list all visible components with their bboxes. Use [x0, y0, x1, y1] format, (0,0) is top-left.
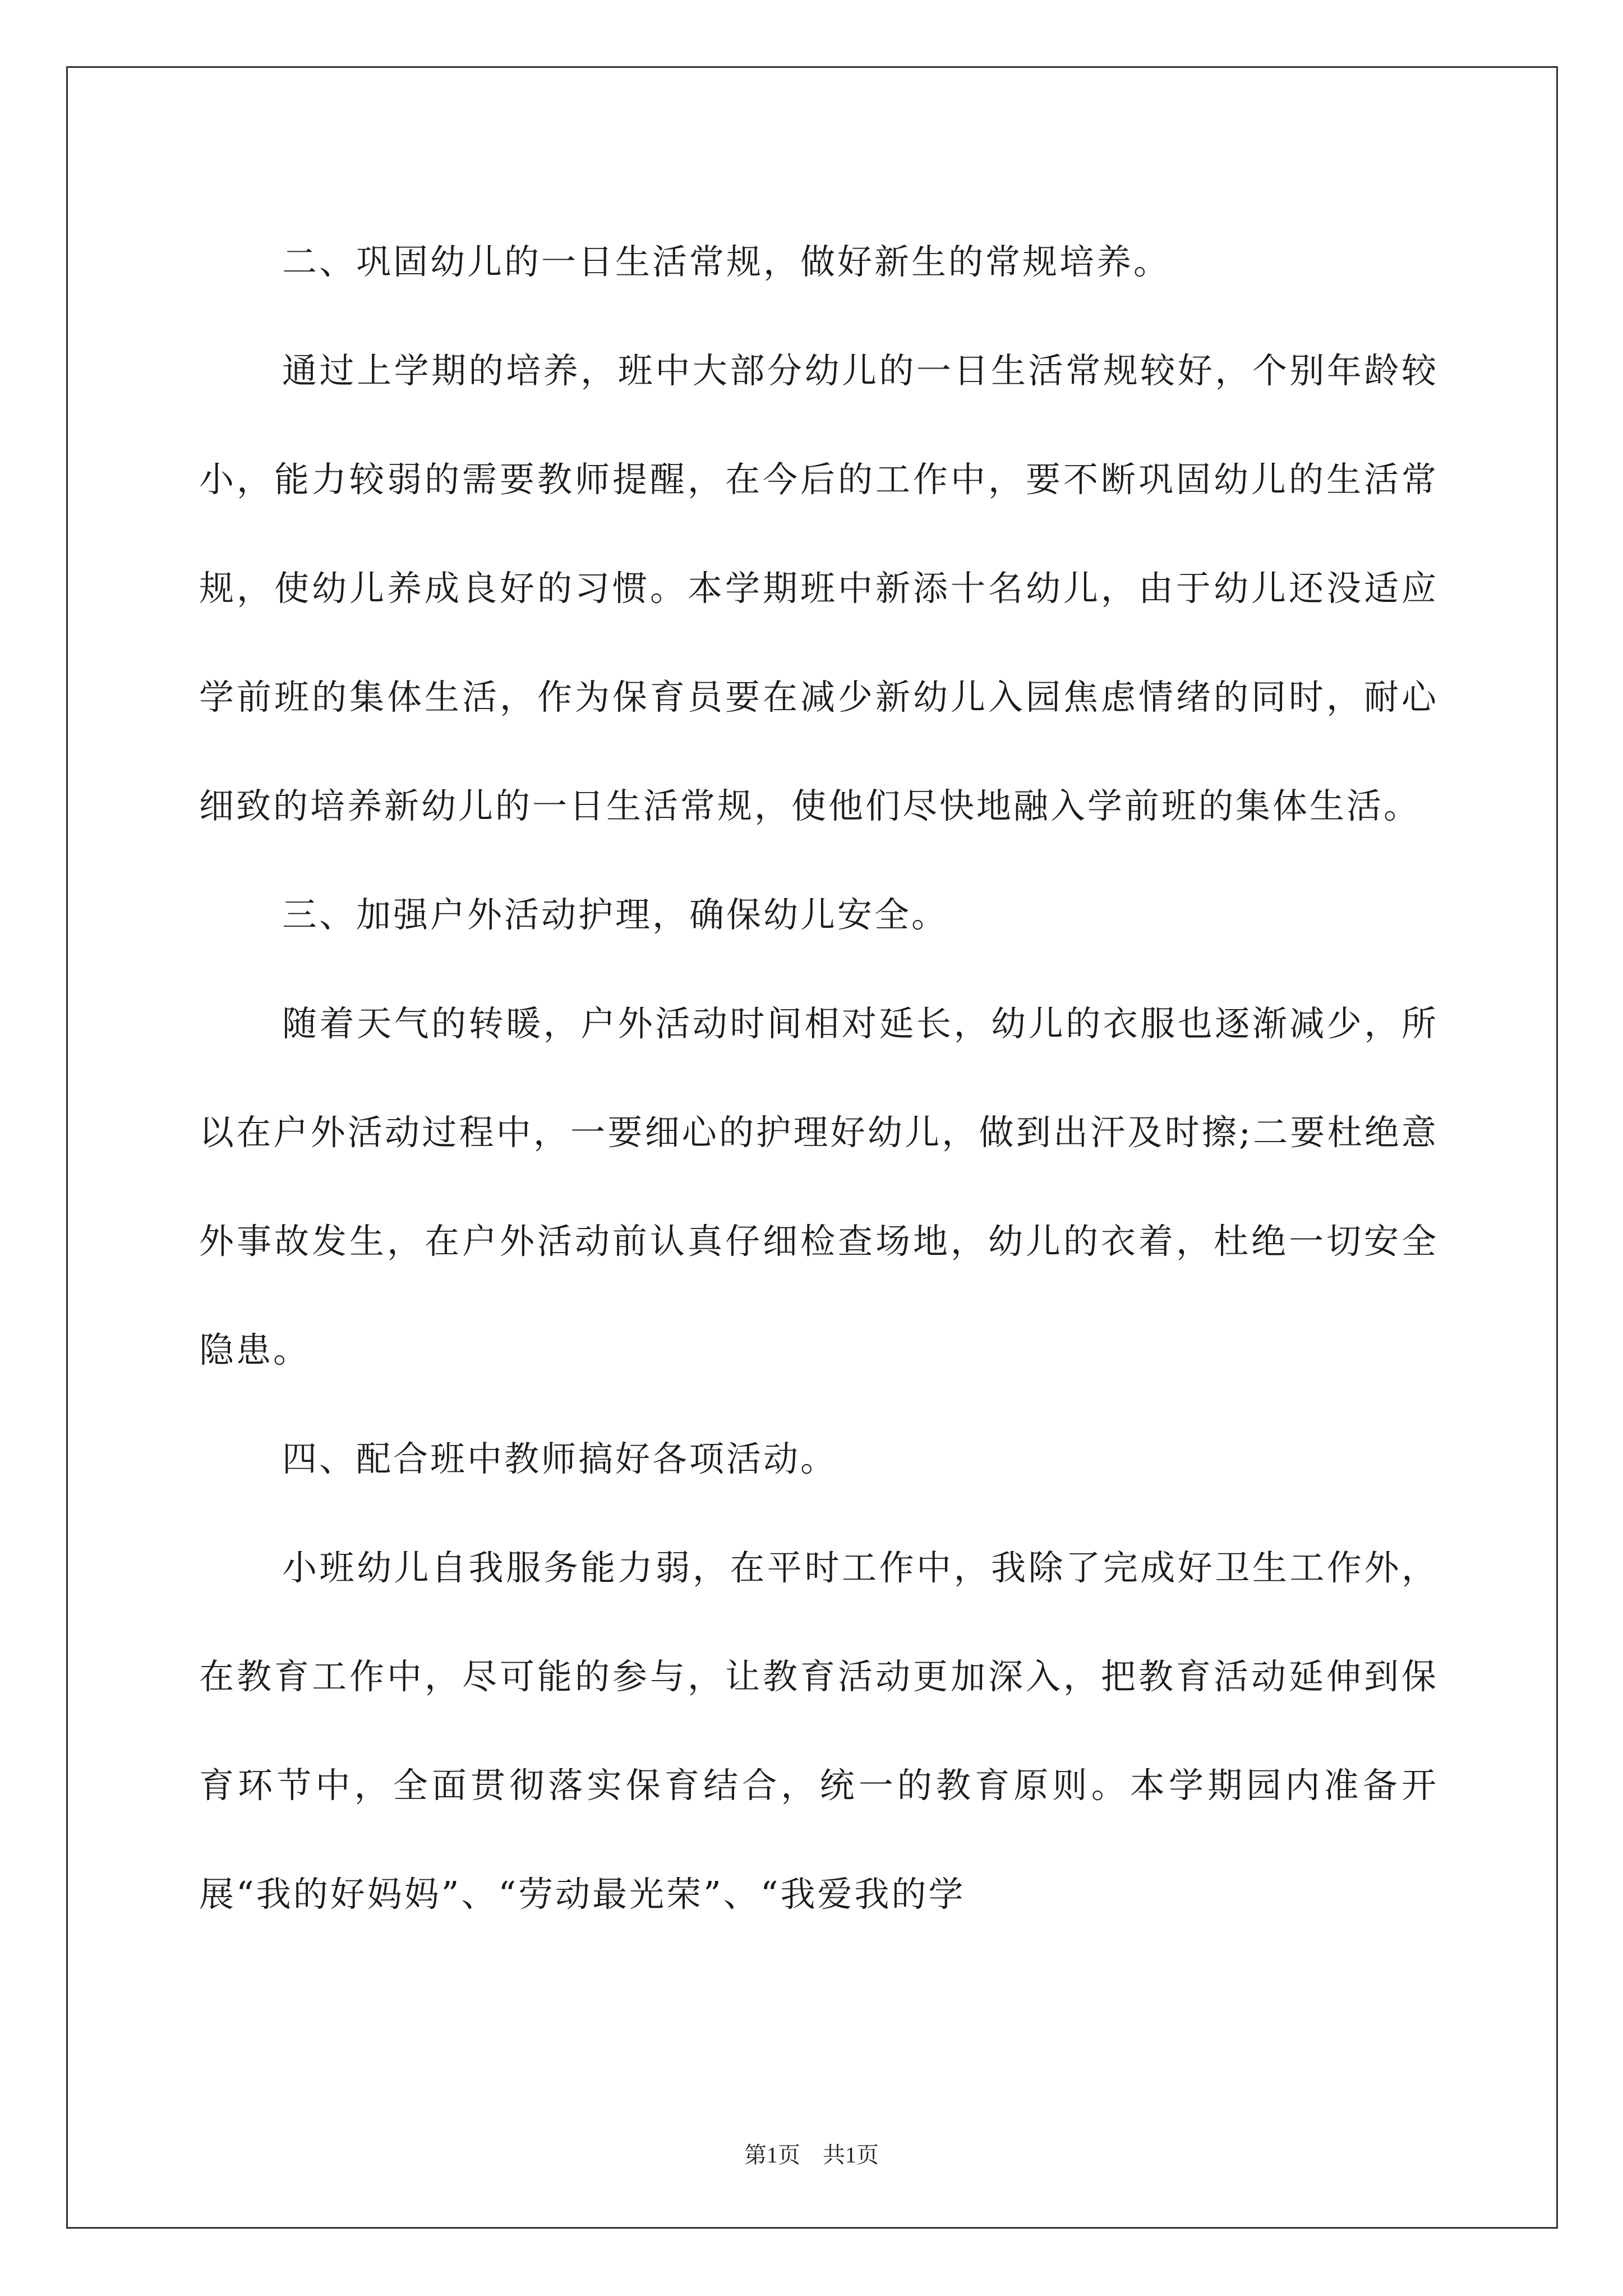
- body-paragraph: 通过上学期的培养，班中大部分幼儿的一日生活常规较好，个别年龄较小，能力较弱的需要教师提醒，在今后的工作中，要不断巩固幼儿的生活常规，使幼儿养成良好的习惯。本学期班中新添十名幼儿，由于幼儿还没适应学前班的集体生活，作为保育员要在减少新幼儿入园焦虑情绪的同时，耐心细致的培养新幼儿的一日生活常规，使他们尽快地融入学前班的集体生活。: [199, 350, 1438, 826]
- section-heading: 二、巩固幼儿的一日生活常规，做好新生的常规培养。: [282, 241, 1171, 282]
- page-number: 第1页: [744, 2142, 800, 2168]
- body-paragraph: 随着天气的转暖，户外活动时间相对延长，幼儿的衣服也逐渐减少，所以在户外活动过程中，一要细心的护理好幼儿，做到出汗及时擦;二要杜绝意外事故发生，在户外活动前认真仔细检查场地，幼儿的衣着，杜绝一切安全隐患。: [199, 1003, 1438, 1370]
- section-heading: 四、配合班中教师搞好各项活动。: [282, 1438, 838, 1479]
- section-heading: 三、加强户外活动护理，确保幼儿安全。: [282, 894, 949, 935]
- page-footer: [0, 2137, 1623, 2169]
- page-total: 共1页: [823, 2142, 879, 2168]
- document-body: [199, 208, 1438, 1949]
- body-paragraph: 小班幼儿自我服务能力弱，在平时工作中，我除了完成好卫生工作外，在教育工作中，尽可能的参与，让教育活动更加深入，把教育活动延伸到保育环节中，全面贯彻落实保育结合，统一的教育原则。本学期园内准备开展“我的好妈妈”、“劳动最光荣”、“我爱我的学: [199, 1547, 1438, 1915]
